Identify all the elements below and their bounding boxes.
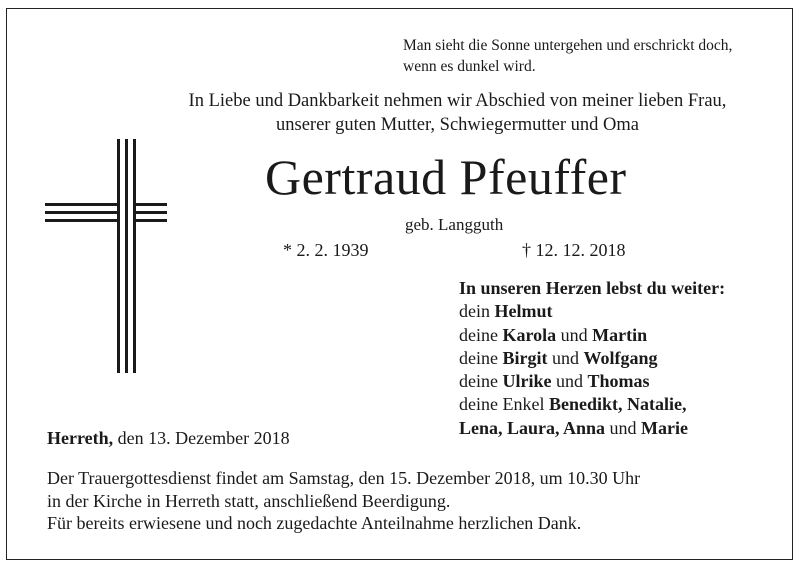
family-member-name: Karola bbox=[502, 324, 557, 345]
family-member-name: Ulrike bbox=[502, 371, 552, 392]
family-relation: und bbox=[547, 347, 584, 368]
family-line bbox=[459, 300, 725, 323]
quote bbox=[403, 35, 732, 77]
family-relation: und bbox=[551, 371, 588, 392]
family-heading: In unseren Herzen lebst du weiter: bbox=[459, 278, 726, 298]
family-relation: dein bbox=[459, 301, 495, 322]
family-line bbox=[459, 393, 725, 416]
family-members bbox=[459, 300, 725, 440]
family-member-name: Martin bbox=[592, 324, 648, 345]
maiden-name: geb. Langguth bbox=[405, 215, 504, 234]
family-relation: deine bbox=[459, 347, 503, 368]
death-date: † 12. 12. 2018 bbox=[522, 240, 626, 260]
footer-line: Der Trauergottesdienst findet am Samstag, den 15. Dezember 2018, um 10.30 Uhr bbox=[47, 468, 641, 488]
intro-line: unserer guten Mutter, Schwiegermutter und Oma bbox=[276, 115, 639, 135]
family-member-name: Thomas bbox=[587, 371, 650, 392]
quote-line: wenn es dunkel wird. bbox=[403, 58, 536, 75]
quote-line: Man sieht die Sonne untergehen und erschrickt doch, bbox=[403, 37, 733, 54]
family-relation: deine bbox=[459, 324, 503, 345]
family-line bbox=[459, 347, 725, 370]
intro-text bbox=[175, 89, 740, 137]
family-member-name: Wolfgang bbox=[583, 347, 658, 368]
family-line bbox=[459, 370, 725, 393]
family-member-name: Helmut bbox=[494, 301, 553, 322]
place: Herreth, bbox=[47, 428, 114, 448]
family-member-name: Lena, Laura, Anna bbox=[459, 417, 606, 438]
cross-icon bbox=[45, 139, 167, 373]
birth-date: * 2. 2. 1939 bbox=[283, 240, 369, 260]
family-line bbox=[459, 324, 725, 347]
intro-line: In Liebe und Dankbarkeit nehmen wir Abschied von meiner lieben Frau, bbox=[188, 91, 727, 111]
footer-line: Für bereits erwiesene und noch zugedachte Anteilnahme herzlichen Dank. bbox=[47, 513, 582, 533]
family-list bbox=[459, 277, 725, 440]
footer-line: in der Kirche in Herreth statt, anschließend Beerdigung. bbox=[47, 490, 451, 511]
family-relation: und bbox=[556, 324, 593, 345]
deceased-name: Gertraud Pfeuffer bbox=[265, 149, 627, 205]
family-relation: deine bbox=[459, 371, 503, 392]
date: den 13. Dezember 2018 bbox=[113, 428, 290, 448]
place-date bbox=[47, 427, 290, 449]
family-member-name: Benedikt, Natalie, bbox=[548, 394, 687, 415]
family-line bbox=[459, 417, 725, 440]
service-info bbox=[47, 467, 640, 535]
family-member-name: Marie bbox=[641, 417, 689, 438]
family-member-name: Birgit bbox=[502, 347, 548, 368]
family-relation: und bbox=[605, 417, 642, 438]
family-relation: deine Enkel bbox=[459, 394, 549, 415]
